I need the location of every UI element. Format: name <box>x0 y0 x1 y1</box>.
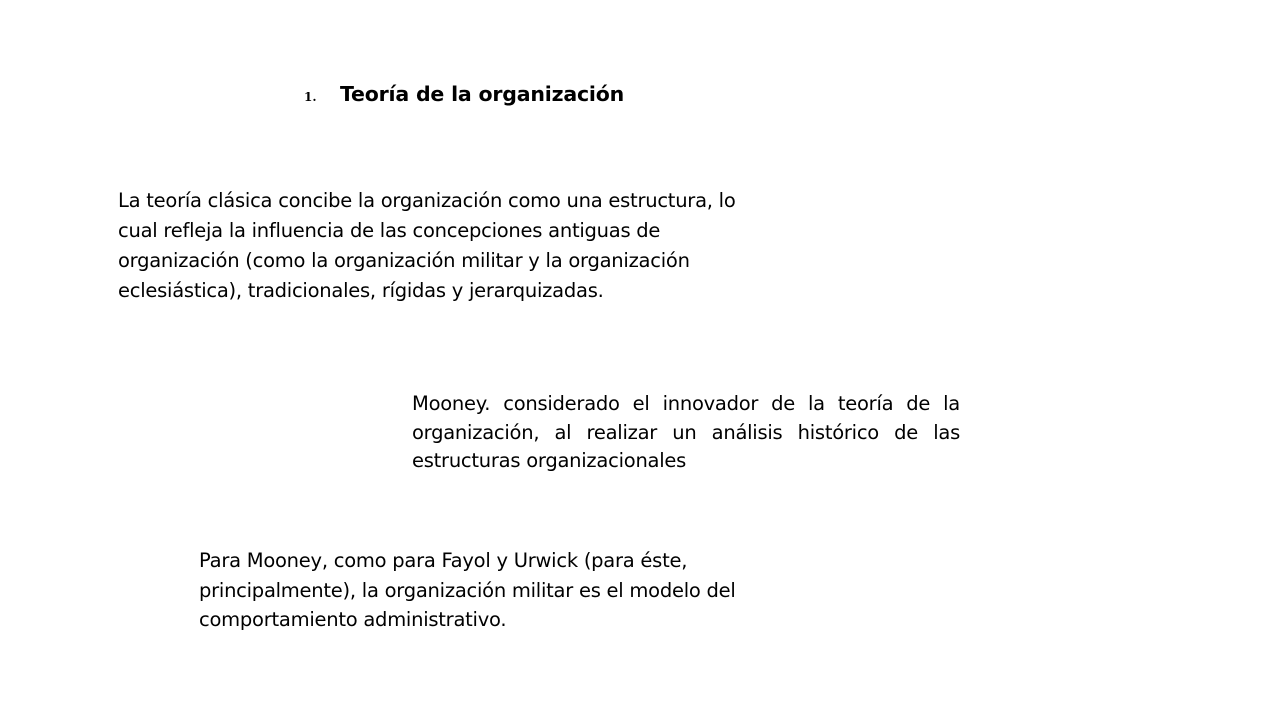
heading-number: 1. <box>304 90 317 104</box>
heading-title: Teoría de la organización <box>340 82 625 106</box>
paragraph-military-model: Para Mooney, como para Fayol y Urwick (para éste, principalmente), la organización militar es el modelo del comportamiento administrativo. <box>199 549 736 631</box>
slide-heading <box>304 82 624 106</box>
paragraph-classical-theory: La teoría clásica concibe la organización como una estructura, lo cual refleja la influencia de las concepciones antiguas de organización (como la organización militar y la organización eclesiástica), tradicionales, rígidas y jerarquizadas. <box>118 189 736 302</box>
paragraph-mooney-innovator: Mooney. considerado el innovador de la teoría de la organización, al realizar un análisis histórico de las estructuras organizacionales <box>412 392 960 472</box>
